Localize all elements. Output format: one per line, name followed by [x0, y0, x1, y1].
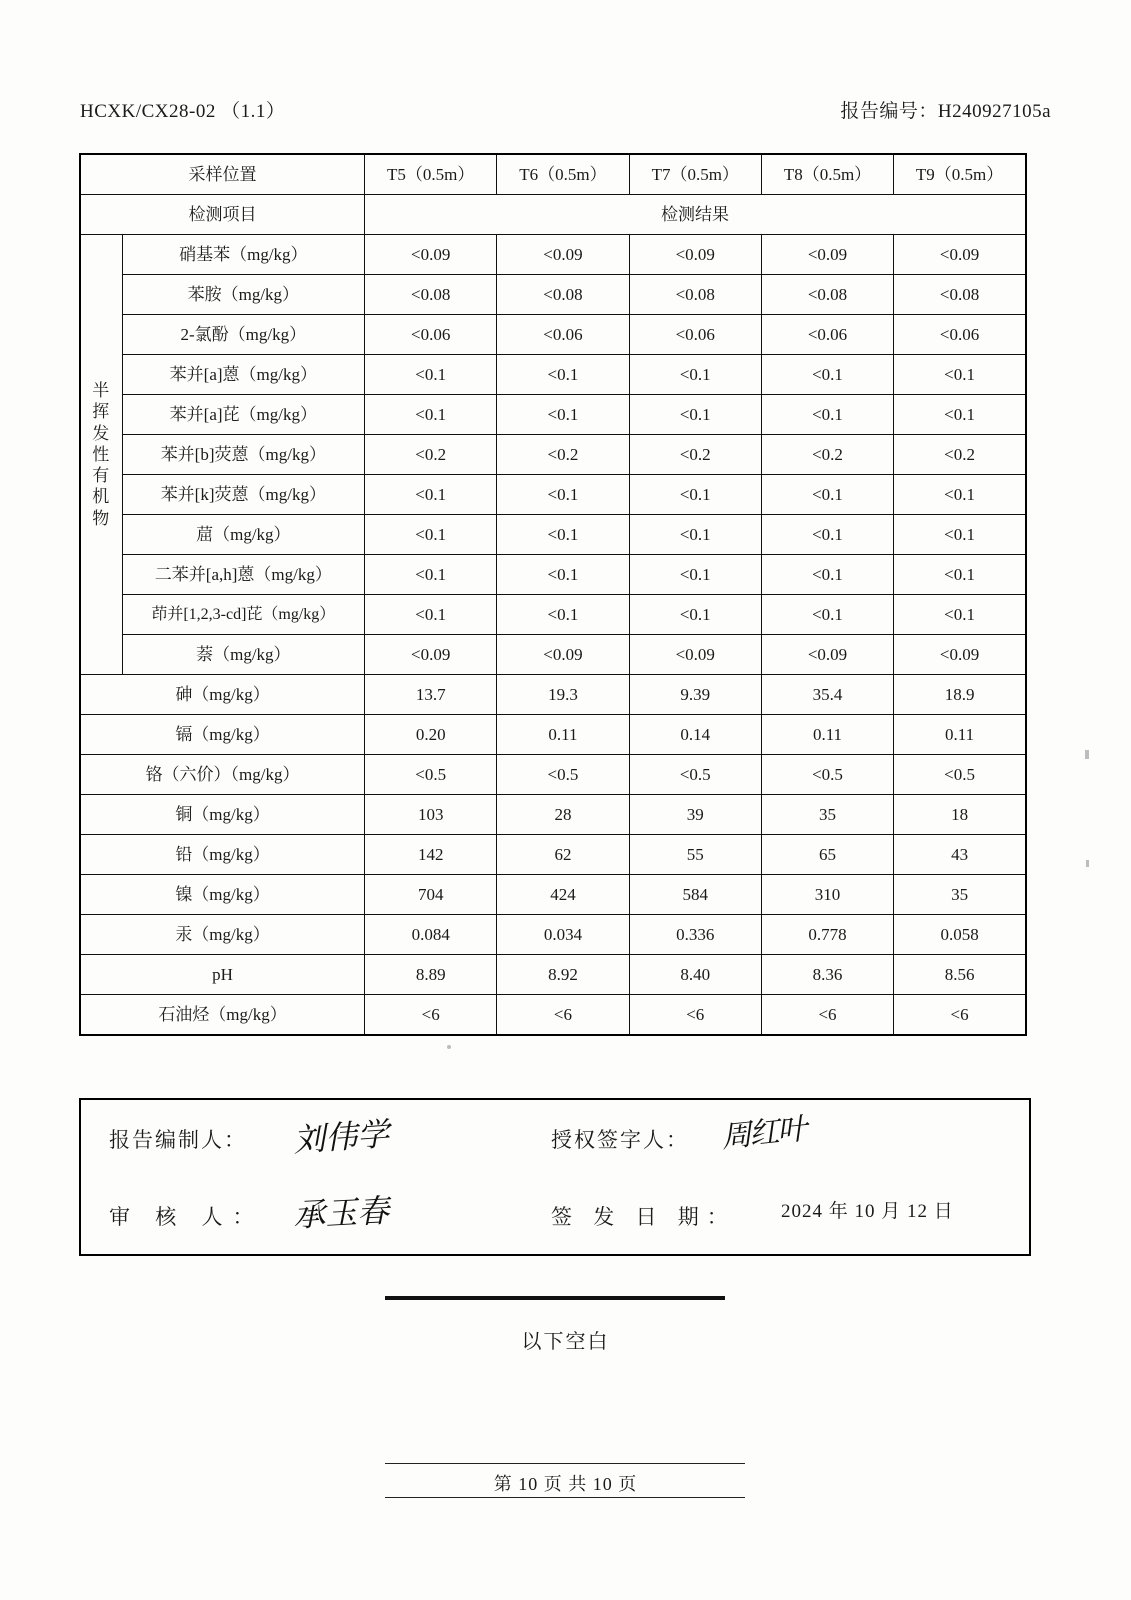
cell-value: <0.5	[497, 755, 629, 795]
authorized-signer-signature: 周红叶	[719, 1112, 807, 1155]
row-item-label: 硝基苯（mg/kg）	[122, 235, 365, 275]
results-table	[79, 153, 1027, 1036]
cell-value: <0.1	[761, 475, 893, 515]
row-item-label: 二苯并[a,h]蒽（mg/kg）	[122, 555, 365, 595]
table-row	[80, 275, 1026, 315]
scan-speck	[1085, 750, 1089, 759]
cell-value: 55	[629, 835, 761, 875]
cell-value: 584	[629, 875, 761, 915]
cell-value: <0.06	[365, 315, 497, 355]
authorized-signer-label: 授权签字人：	[551, 1127, 689, 1152]
row-item-label: 铜（mg/kg）	[80, 795, 365, 835]
table-row	[80, 995, 1026, 1036]
blank-note: 以下空白	[521, 1331, 610, 1353]
report-number-value: H240927105a	[937, 101, 1051, 122]
cell-value: 43	[894, 835, 1026, 875]
header-test-item: 检测项目	[80, 195, 365, 235]
cell-value: 19.3	[497, 675, 629, 715]
cell-value: <0.06	[497, 315, 629, 355]
cell-value: <0.09	[365, 235, 497, 275]
results-table-wrapper	[79, 153, 1027, 1036]
row-item-label: 萘（mg/kg）	[122, 635, 365, 675]
cell-value: 18	[894, 795, 1026, 835]
row-item-label: 䓛（mg/kg）	[122, 515, 365, 555]
row-item-label: pH	[80, 955, 365, 995]
cell-value: <0.1	[365, 515, 497, 555]
cell-value: 103	[365, 795, 497, 835]
cell-value: 18.9	[894, 675, 1026, 715]
cell-value: <0.1	[497, 595, 629, 635]
cell-value: <0.1	[761, 395, 893, 435]
cell-value: <0.09	[894, 235, 1026, 275]
table-row	[80, 395, 1026, 435]
reviewer-label: 审 核 人：	[109, 1204, 264, 1229]
cell-value: 8.36	[761, 955, 893, 995]
cell-value: 35	[894, 875, 1026, 915]
compiler-signature: 刘伟学	[292, 1115, 391, 1159]
issue-date-label: 签 发 日 期：	[551, 1204, 736, 1229]
row-item-label: 汞（mg/kg）	[80, 915, 365, 955]
table-row	[80, 915, 1026, 955]
cell-value: <0.1	[497, 515, 629, 555]
table-row	[80, 795, 1026, 835]
cell-value: <0.09	[894, 635, 1026, 675]
cell-value: <0.1	[629, 395, 761, 435]
cell-value: 310	[761, 875, 893, 915]
row-item-label: 2-氯酚（mg/kg）	[122, 315, 365, 355]
cell-value: <0.1	[761, 515, 893, 555]
row-item-label: 苯胺（mg/kg）	[122, 275, 365, 315]
cell-value: <6	[497, 995, 629, 1036]
row-item-label: 镉（mg/kg）	[80, 715, 365, 755]
cell-value: <0.1	[894, 355, 1026, 395]
cell-value: <0.1	[629, 595, 761, 635]
cell-value: <0.5	[894, 755, 1026, 795]
cell-value: <6	[761, 995, 893, 1036]
header-test-result: 检测结果	[365, 195, 1026, 235]
cell-value: <0.08	[894, 275, 1026, 315]
cell-value: <6	[629, 995, 761, 1036]
cell-value: <0.09	[629, 235, 761, 275]
cell-value: <0.06	[761, 315, 893, 355]
cell-value: <0.1	[894, 395, 1026, 435]
cell-value: 13.7	[365, 675, 497, 715]
cell-value: 8.89	[365, 955, 497, 995]
cell-value: <0.09	[629, 635, 761, 675]
table-row	[80, 875, 1026, 915]
cell-value: <0.1	[629, 515, 761, 555]
row-item-label: 苯并[k]荧蒽（mg/kg）	[122, 475, 365, 515]
cell-value: <0.1	[761, 595, 893, 635]
scan-speck	[447, 1045, 451, 1049]
table-row	[80, 715, 1026, 755]
table-row	[80, 515, 1026, 555]
cell-value: 8.92	[497, 955, 629, 995]
cell-value: 0.058	[894, 915, 1026, 955]
cell-value: <0.1	[894, 515, 1026, 555]
row-item-label: 镍（mg/kg）	[80, 875, 365, 915]
cell-value: <0.1	[761, 355, 893, 395]
cell-value: 62	[497, 835, 629, 875]
table-row	[80, 955, 1026, 995]
cell-value: 0.778	[761, 915, 893, 955]
footer-rule-top	[385, 1463, 745, 1464]
cell-value: <0.2	[497, 435, 629, 475]
cell-value: 8.40	[629, 955, 761, 995]
cell-value: <0.2	[761, 435, 893, 475]
cell-value: <0.1	[894, 475, 1026, 515]
cell-value: <0.09	[497, 635, 629, 675]
row-item-label: 铬（六价）（mg/kg）	[80, 755, 365, 795]
header-column-t7: T7（0.5m）	[629, 154, 761, 195]
cell-value: 424	[497, 875, 629, 915]
table-row	[80, 755, 1026, 795]
blank-divider-rule	[385, 1296, 725, 1300]
cell-value: 704	[365, 875, 497, 915]
header-column-t6: T6（0.5m）	[497, 154, 629, 195]
cell-value: 0.20	[365, 715, 497, 755]
table-row	[80, 315, 1026, 355]
cell-value: <0.1	[497, 355, 629, 395]
row-item-label: 茚并[1,2,3-cd]芘（mg/kg）	[122, 595, 365, 635]
cell-value: <0.08	[629, 275, 761, 315]
table-subheader-row	[80, 195, 1026, 235]
cell-value: <0.06	[629, 315, 761, 355]
category-svoc: 半 挥 发 性 有 机 物	[80, 235, 122, 675]
cell-value: <0.08	[761, 275, 893, 315]
cell-value: 0.11	[497, 715, 629, 755]
cell-value: <0.08	[497, 275, 629, 315]
table-row	[80, 675, 1026, 715]
cell-value: 8.56	[894, 955, 1026, 995]
cell-value: <0.08	[365, 275, 497, 315]
cell-value: 35.4	[761, 675, 893, 715]
row-item-label: 铅（mg/kg）	[80, 835, 365, 875]
cell-value: <0.1	[365, 555, 497, 595]
cell-value: <0.1	[629, 555, 761, 595]
cell-value: 35	[761, 795, 893, 835]
reviewer-signature: 承玉春	[292, 1192, 390, 1234]
header-column-t8: T8（0.5m）	[761, 154, 893, 195]
cell-value: 0.14	[629, 715, 761, 755]
document-code: HCXK/CX28-02 （1.1）	[80, 101, 286, 122]
header-sampling-position: 采样位置	[80, 154, 365, 195]
row-item-label: 苯并[b]荧蒽（mg/kg）	[122, 435, 365, 475]
cell-value: <0.09	[497, 235, 629, 275]
scan-speck	[1086, 860, 1089, 867]
cell-value: <0.1	[365, 475, 497, 515]
row-item-label: 苯并[a]蒽（mg/kg）	[122, 355, 365, 395]
cell-value: 65	[761, 835, 893, 875]
cell-value: <0.1	[497, 475, 629, 515]
table-row	[80, 475, 1026, 515]
signature-block	[79, 1098, 1031, 1256]
cell-value: 0.084	[365, 915, 497, 955]
cell-value: <0.2	[894, 435, 1026, 475]
page-footer	[0, 1470, 1131, 1496]
cell-value: <0.1	[629, 475, 761, 515]
table-row	[80, 555, 1026, 595]
table-row	[80, 355, 1026, 395]
cell-value: <0.1	[497, 555, 629, 595]
cell-value: <0.2	[629, 435, 761, 475]
table-header-row	[80, 154, 1026, 195]
cell-value: 9.39	[629, 675, 761, 715]
page-number: 第 10 页 共 10 页	[493, 1474, 638, 1494]
cell-value: 28	[497, 795, 629, 835]
cell-value: <0.2	[365, 435, 497, 475]
row-item-label: 苯并[a]芘（mg/kg）	[122, 395, 365, 435]
cell-value: <0.1	[365, 355, 497, 395]
cell-value: <6	[365, 995, 497, 1036]
table-row	[80, 435, 1026, 475]
cell-value: <0.5	[761, 755, 893, 795]
header-column-t9: T9（0.5m）	[894, 154, 1026, 195]
signature-row-top	[81, 1100, 1029, 1177]
row-item-label: 石油烃（mg/kg）	[80, 995, 365, 1036]
cell-value: <0.09	[761, 235, 893, 275]
cell-value: <0.09	[365, 635, 497, 675]
cell-value: 0.336	[629, 915, 761, 955]
cell-value: <0.1	[365, 595, 497, 635]
cell-value: 0.11	[894, 715, 1026, 755]
report-number	[840, 96, 1051, 123]
cell-value: 39	[629, 795, 761, 835]
table-row	[80, 635, 1026, 675]
compiler-label: 报告编制人：	[109, 1127, 247, 1152]
table-row	[80, 835, 1026, 875]
report-number-label: 报告编号：	[840, 101, 938, 122]
cell-value: <0.1	[761, 555, 893, 595]
cell-value: <0.1	[629, 355, 761, 395]
cell-value: <0.1	[365, 395, 497, 435]
cell-value: <0.09	[761, 635, 893, 675]
footer-rule-bottom	[385, 1497, 745, 1498]
header-column-t5: T5（0.5m）	[365, 154, 497, 195]
cell-value: <0.1	[894, 595, 1026, 635]
cell-value: <0.06	[894, 315, 1026, 355]
row-item-label: 砷（mg/kg）	[80, 675, 365, 715]
cell-value: <6	[894, 995, 1026, 1036]
cell-value: <0.5	[365, 755, 497, 795]
page-header	[80, 96, 1051, 128]
table-row	[80, 235, 1026, 275]
cell-value: <0.1	[894, 555, 1026, 595]
table-row	[80, 595, 1026, 635]
cell-value: <0.1	[497, 395, 629, 435]
cell-value: <0.5	[629, 755, 761, 795]
issue-date-value: 2024 年 10 月 12 日	[781, 1201, 954, 1222]
cell-value: 142	[365, 835, 497, 875]
cell-value: 0.034	[497, 915, 629, 955]
cell-value: 0.11	[761, 715, 893, 755]
